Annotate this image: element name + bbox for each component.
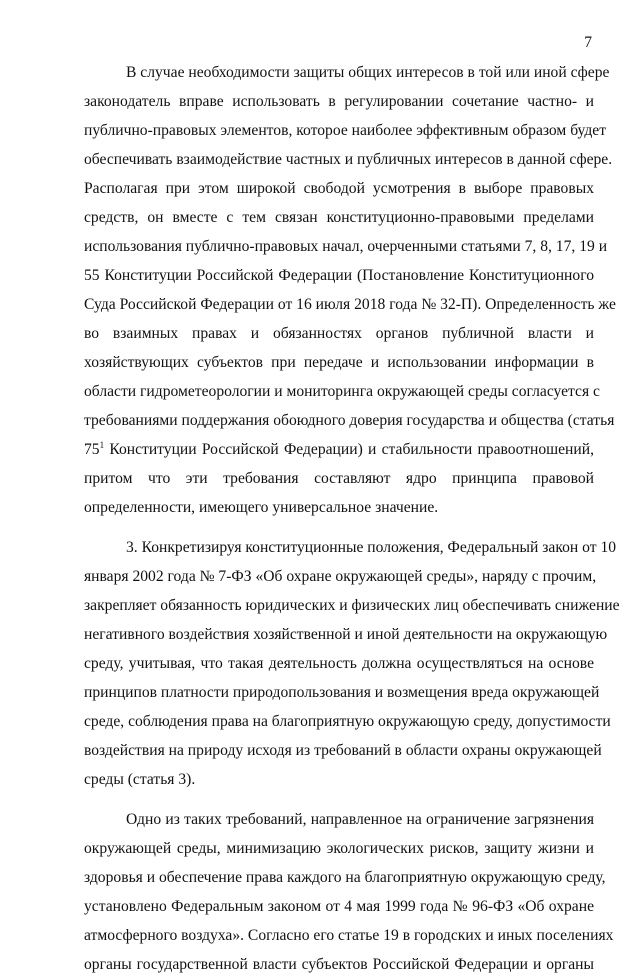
page-number: 7 — [584, 34, 592, 51]
text-line: 3. Конкретизируя конституционные положения, Федеральный закон от 10 — [126, 539, 617, 556]
text-line: Суда Российской Федерации от 16 июля 2018 года № 32-П). Определенность же — [84, 296, 616, 313]
text-line: среды (статья 3). — [84, 771, 196, 788]
text-line: В случае необходимости защиты общих интересов в той или иной сфере — [126, 64, 610, 81]
text-line: воздействия на природу исходя из требований в области охраны окружающей — [84, 742, 602, 759]
text-line: хозяйствующих субъектов при передаче и использовании информации в — [84, 354, 594, 371]
text-line: обеспечивать взаимодействие частных и публичных интересов в данной сфере. — [84, 151, 613, 168]
text-line: января 2002 года № 7-ФЗ «Об охране окружающей среды», наряду с прочим, — [84, 568, 597, 585]
text-line: определенности, имеющего универсальное значение. — [84, 499, 439, 516]
text-line: установлено Федеральным законом от 4 мая 1999 года № 96-ФЗ «Об охране — [84, 898, 594, 915]
text-line: средств, он вместе с тем связан конституционно-правовыми пределами — [84, 209, 594, 226]
text-line: области гидрометеорологии и мониторинга окружающей среды согласуется с — [84, 383, 600, 400]
document-body — [84, 58, 620, 979]
text-line: органы государственной власти субъектов Российской Федерации и органы — [84, 956, 594, 973]
text-line: во взаимных правах и обязанностях органов публичной власти и — [84, 325, 594, 342]
text-line: принципов платности природопользования и возмещения вреда окружающей — [84, 684, 600, 701]
text-line: среде, соблюдения права на благоприятную окружающую среду, допустимости — [84, 713, 611, 730]
paragraph-2 — [84, 533, 620, 794]
text-line: требованиями поддержания обоюдного доверия государства и общества (статья — [84, 412, 615, 429]
text-line: закрепляет обязанность юридических и физических лиц обеспечивать снижение — [84, 597, 620, 614]
text-line: атмосферного воздуха». Согласно его статье 19 в городских и иных поселениях — [84, 927, 614, 944]
text-line: публично-правовых элементов, которое наиболее эффективным образом будет — [84, 122, 607, 139]
text-line: негативного воздействия хозяйственной и иной деятельности на окружающую — [84, 626, 608, 643]
superscript-index: 1 — [99, 440, 105, 450]
text-line: притом что эти требования составляют ядро принципа правовой — [84, 470, 594, 487]
text-line: законодатель вправе использовать в регулировании сочетание частно- и — [84, 93, 594, 110]
paragraph-1 — [84, 58, 616, 522]
text-line: окружающей среды, минимизацию экологических рисков, защиту жизни и — [84, 840, 594, 857]
paragraph-3 — [84, 805, 614, 979]
text-line: Одно из таких требований, направленное на ограничение загрязнения — [126, 811, 594, 828]
text-line: использования публично-правовых начал, очерченными статьями 7, 8, 17, 19 и — [84, 238, 608, 255]
text-line: 55 Конституции Российской Федерации (Постановление Конституционного — [84, 267, 594, 284]
text-line: здоровья и обеспечение права каждого на благоприятную окружающую среду, — [84, 869, 606, 886]
article-number: 75 — [84, 441, 100, 458]
text-line: среду, учитывая, что такая деятельность должна осуществляться на основе — [84, 655, 594, 672]
line-continuation: Конституции Российской Федерации) и стабильности правоотношений, — [104, 441, 594, 458]
text-line-with-superscript — [84, 435, 594, 464]
text-line: Располагая при этом широкой свободой усмотрения в выборе правовых — [84, 180, 594, 197]
